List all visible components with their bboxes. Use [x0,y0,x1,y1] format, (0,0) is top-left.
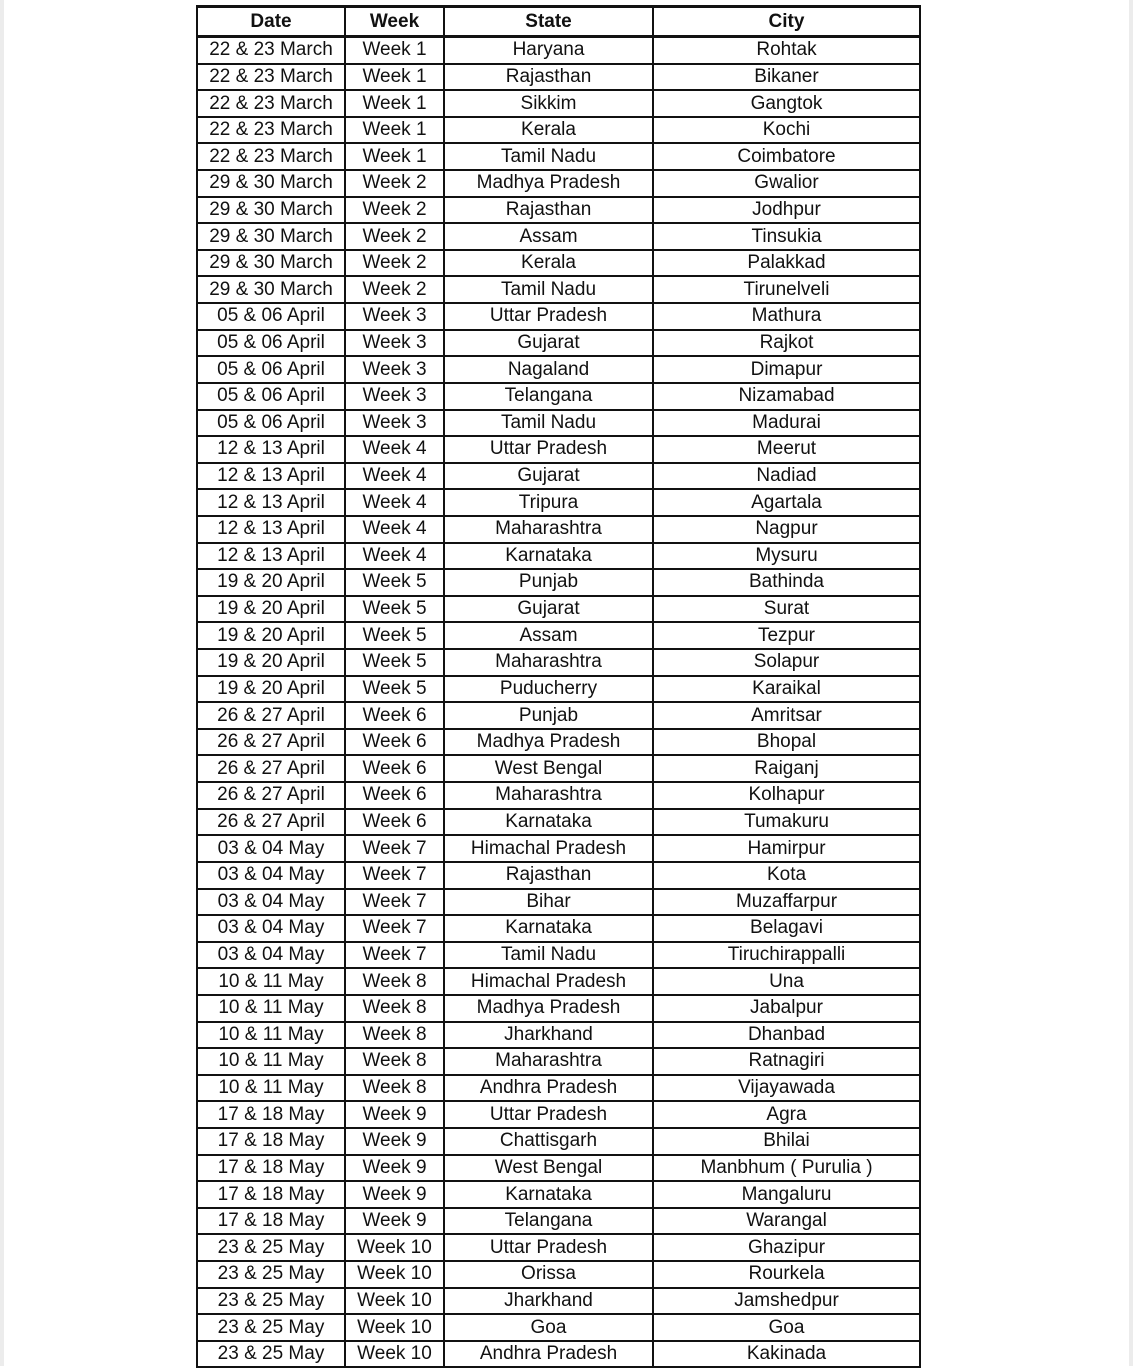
cell-week: Week 10 [345,1234,444,1261]
table-row [197,170,920,197]
cell-date: 23 & 25 May [197,1261,345,1288]
cell-state: Madhya Pradesh [444,170,653,197]
cell-date: 12 & 13 April [197,543,345,570]
cell-week: Week 5 [345,569,444,596]
table-row [197,569,920,596]
cell-city: Vijayawada [653,1075,920,1102]
cell-week: Week 10 [345,1314,444,1341]
cell-city: Nadiad [653,463,920,490]
cell-city: Bhopal [653,729,920,756]
cell-date: 05 & 06 April [197,383,345,410]
header-city: City [653,7,920,37]
table-row [197,1208,920,1235]
cell-date: 23 & 25 May [197,1288,345,1315]
header-week: Week [345,7,444,37]
cell-date: 17 & 18 May [197,1208,345,1235]
table-row [197,968,920,995]
cell-state: Haryana [444,37,653,64]
cell-city: Dhanbad [653,1022,920,1049]
cell-date: 05 & 06 April [197,356,345,383]
cell-date: 22 & 23 March [197,117,345,144]
cell-city: Jodhpur [653,197,920,224]
table-row [197,143,920,170]
cell-state: Maharashtra [444,782,653,809]
header-date: Date [197,7,345,37]
cell-state: West Bengal [444,755,653,782]
cell-city: Dimapur [653,356,920,383]
cell-date: 26 & 27 April [197,729,345,756]
cell-week: Week 9 [345,1208,444,1235]
cell-week: Week 8 [345,995,444,1022]
cell-city: Manbhum ( Purulia ) [653,1155,920,1182]
cell-state: Karnataka [444,809,653,836]
cell-state: Uttar Pradesh [444,1101,653,1128]
cell-week: Week 4 [345,436,444,463]
table-row [197,383,920,410]
table-row [197,702,920,729]
cell-state: Bihar [444,889,653,916]
cell-week: Week 8 [345,1075,444,1102]
cell-state: Rajasthan [444,64,653,91]
cell-city: Tiruchirappalli [653,942,920,969]
cell-city: Agartala [653,489,920,516]
schedule-table [196,5,921,1368]
cell-week: Week 8 [345,1048,444,1075]
cell-week: Week 10 [345,1288,444,1315]
cell-week: Week 5 [345,649,444,676]
cell-week: Week 7 [345,915,444,942]
cell-state: Orissa [444,1261,653,1288]
cell-week: Week 1 [345,117,444,144]
cell-city: Kolhapur [653,782,920,809]
table-row [197,1022,920,1049]
cell-date: 19 & 20 April [197,596,345,623]
cell-date: 26 & 27 April [197,809,345,836]
cell-state: Karnataka [444,1181,653,1208]
cell-date: 19 & 20 April [197,569,345,596]
cell-week: Week 10 [345,1261,444,1288]
cell-date: 10 & 11 May [197,1048,345,1075]
cell-date: 19 & 20 April [197,676,345,703]
cell-date: 12 & 13 April [197,489,345,516]
table-row [197,197,920,224]
cell-date: 03 & 04 May [197,862,345,889]
cell-week: Week 6 [345,755,444,782]
cell-week: Week 2 [345,197,444,224]
cell-date: 19 & 20 April [197,622,345,649]
cell-date: 03 & 04 May [197,889,345,916]
cell-state: Gujarat [444,463,653,490]
cell-week: Week 2 [345,170,444,197]
table-row [197,1075,920,1102]
cell-week: Week 3 [345,383,444,410]
cell-city: Solapur [653,649,920,676]
cell-state: Gujarat [444,330,653,357]
cell-city: Mangaluru [653,1181,920,1208]
cell-city: Rohtak [653,37,920,64]
cell-date: 22 & 23 March [197,90,345,117]
table-row [197,889,920,916]
cell-week: Week 4 [345,463,444,490]
cell-date: 17 & 18 May [197,1181,345,1208]
table-row [197,755,920,782]
cell-city: Tirunelveli [653,276,920,303]
page-edge-left [0,0,4,1366]
table-row [197,223,920,250]
cell-week: Week 7 [345,835,444,862]
cell-date: 22 & 23 March [197,143,345,170]
table-row [197,489,920,516]
cell-state: Karnataka [444,915,653,942]
cell-city: Coimbatore [653,143,920,170]
cell-date: 29 & 30 March [197,276,345,303]
cell-city: Tezpur [653,622,920,649]
cell-date: 10 & 11 May [197,968,345,995]
cell-state: Puducherry [444,676,653,703]
table-row [197,1128,920,1155]
table-row [197,809,920,836]
cell-state: Jharkhand [444,1022,653,1049]
cell-state: Tamil Nadu [444,410,653,437]
table-row [197,330,920,357]
cell-week: Week 5 [345,676,444,703]
cell-city: Rourkela [653,1261,920,1288]
cell-week: Week 8 [345,968,444,995]
cell-city: Bhilai [653,1128,920,1155]
cell-city: Belagavi [653,915,920,942]
cell-city: Palakkad [653,250,920,277]
cell-date: 29 & 30 March [197,170,345,197]
cell-city: Bathinda [653,569,920,596]
table-row [197,676,920,703]
table-row [197,276,920,303]
cell-state: Maharashtra [444,516,653,543]
cell-city: Tinsukia [653,223,920,250]
cell-week: Week 2 [345,250,444,277]
table-row [197,516,920,543]
cell-date: 29 & 30 March [197,197,345,224]
cell-week: Week 2 [345,223,444,250]
cell-week: Week 7 [345,942,444,969]
cell-state: Andhra Pradesh [444,1075,653,1102]
cell-state: Tamil Nadu [444,143,653,170]
cell-city: Ratnagiri [653,1048,920,1075]
cell-state: Jharkhand [444,1288,653,1315]
cell-week: Week 8 [345,1022,444,1049]
table-row [197,356,920,383]
cell-city: Gangtok [653,90,920,117]
cell-date: 17 & 18 May [197,1155,345,1182]
page-edge-right [1129,0,1133,1366]
table-row [197,250,920,277]
cell-week: Week 7 [345,889,444,916]
cell-date: 12 & 13 April [197,436,345,463]
cell-week: Week 10 [345,1341,444,1368]
cell-date: 03 & 04 May [197,915,345,942]
cell-city: Nizamabad [653,383,920,410]
cell-date: 12 & 13 April [197,516,345,543]
table-row [197,596,920,623]
cell-city: Una [653,968,920,995]
cell-week: Week 1 [345,143,444,170]
header-state: State [444,7,653,37]
cell-state: Tripura [444,489,653,516]
table-row [197,64,920,91]
table-row [197,117,920,144]
cell-city: Goa [653,1314,920,1341]
cell-state: Assam [444,223,653,250]
cell-city: Jabalpur [653,995,920,1022]
cell-state: Punjab [444,569,653,596]
cell-date: 12 & 13 April [197,463,345,490]
cell-date: 19 & 20 April [197,649,345,676]
cell-date: 03 & 04 May [197,942,345,969]
table-row [197,915,920,942]
table-row [197,1341,920,1368]
table-row [197,410,920,437]
cell-date: 23 & 25 May [197,1341,345,1368]
table-row [197,862,920,889]
cell-state: Assam [444,622,653,649]
table-row [197,463,920,490]
cell-date: 22 & 23 March [197,37,345,64]
cell-city: Agra [653,1101,920,1128]
cell-date: 10 & 11 May [197,1075,345,1102]
table-header [197,7,920,37]
cell-city: Mathura [653,303,920,330]
table-row [197,543,920,570]
cell-state: Sikkim [444,90,653,117]
cell-week: Week 5 [345,622,444,649]
cell-date: 10 & 11 May [197,995,345,1022]
cell-state: Madhya Pradesh [444,995,653,1022]
cell-city: Meerut [653,436,920,463]
table-row [197,303,920,330]
cell-week: Week 3 [345,410,444,437]
cell-week: Week 9 [345,1155,444,1182]
cell-date: 29 & 30 March [197,223,345,250]
cell-week: Week 2 [345,276,444,303]
cell-state: Maharashtra [444,649,653,676]
table-row [197,942,920,969]
table-row [197,90,920,117]
cell-state: Punjab [444,702,653,729]
table-row [197,1261,920,1288]
cell-week: Week 9 [345,1101,444,1128]
cell-date: 05 & 06 April [197,410,345,437]
cell-week: Week 4 [345,516,444,543]
cell-city: Mysuru [653,543,920,570]
cell-state: Maharashtra [444,1048,653,1075]
cell-state: Tamil Nadu [444,276,653,303]
cell-city: Tumakuru [653,809,920,836]
cell-date: 22 & 23 March [197,64,345,91]
cell-state: Kerala [444,117,653,144]
cell-date: 05 & 06 April [197,330,345,357]
cell-week: Week 6 [345,782,444,809]
cell-date: 10 & 11 May [197,1022,345,1049]
cell-city: Raiganj [653,755,920,782]
table-row [197,1155,920,1182]
table-row [197,622,920,649]
table-body [197,37,920,1368]
cell-week: Week 5 [345,596,444,623]
cell-state: Andhra Pradesh [444,1341,653,1368]
cell-week: Week 9 [345,1128,444,1155]
cell-week: Week 1 [345,37,444,64]
cell-city: Bikaner [653,64,920,91]
table-row [197,729,920,756]
cell-city: Kota [653,862,920,889]
cell-state: Nagaland [444,356,653,383]
cell-state: Tamil Nadu [444,942,653,969]
cell-state: Karnataka [444,543,653,570]
cell-date: 26 & 27 April [197,755,345,782]
cell-city: Kakinada [653,1341,920,1368]
cell-week: Week 4 [345,543,444,570]
table-row [197,1288,920,1315]
cell-city: Warangal [653,1208,920,1235]
cell-week: Week 6 [345,702,444,729]
cell-state: Uttar Pradesh [444,436,653,463]
cell-state: Rajasthan [444,197,653,224]
cell-city: Hamirpur [653,835,920,862]
cell-week: Week 7 [345,862,444,889]
cell-state: Chattisgarh [444,1128,653,1155]
cell-state: Goa [444,1314,653,1341]
table-row [197,1234,920,1261]
cell-state: Madhya Pradesh [444,729,653,756]
cell-week: Week 1 [345,64,444,91]
cell-date: 26 & 27 April [197,782,345,809]
cell-state: Gujarat [444,596,653,623]
table-row [197,1314,920,1341]
table-row [197,37,920,64]
cell-city: Rajkot [653,330,920,357]
cell-date: 23 & 25 May [197,1314,345,1341]
cell-week: Week 3 [345,356,444,383]
cell-date: 29 & 30 March [197,250,345,277]
cell-city: Surat [653,596,920,623]
table-row [197,995,920,1022]
cell-date: 05 & 06 April [197,303,345,330]
cell-state: Uttar Pradesh [444,1234,653,1261]
cell-city: Karaikal [653,676,920,703]
cell-city: Gwalior [653,170,920,197]
cell-city: Muzaffarpur [653,889,920,916]
cell-state: Rajasthan [444,862,653,889]
cell-week: Week 9 [345,1181,444,1208]
table-row [197,649,920,676]
cell-date: 23 & 25 May [197,1234,345,1261]
cell-date: 17 & 18 May [197,1128,345,1155]
cell-week: Week 3 [345,303,444,330]
cell-date: 17 & 18 May [197,1101,345,1128]
cell-city: Ghazipur [653,1234,920,1261]
cell-date: 03 & 04 May [197,835,345,862]
cell-city: Nagpur [653,516,920,543]
table-row [197,782,920,809]
table-row [197,1101,920,1128]
cell-state: Himachal Pradesh [444,835,653,862]
cell-state: Kerala [444,250,653,277]
table-row [197,1181,920,1208]
cell-city: Jamshedpur [653,1288,920,1315]
cell-state: Telangana [444,1208,653,1235]
cell-city: Kochi [653,117,920,144]
table-row [197,436,920,463]
cell-week: Week 6 [345,809,444,836]
header-row [197,7,920,37]
cell-city: Amritsar [653,702,920,729]
cell-state: Telangana [444,383,653,410]
cell-week: Week 4 [345,489,444,516]
cell-week: Week 1 [345,90,444,117]
cell-city: Madurai [653,410,920,437]
cell-state: West Bengal [444,1155,653,1182]
table-row [197,835,920,862]
cell-state: Himachal Pradesh [444,968,653,995]
cell-state: Uttar Pradesh [444,303,653,330]
cell-date: 26 & 27 April [197,702,345,729]
cell-week: Week 3 [345,330,444,357]
cell-week: Week 6 [345,729,444,756]
table-row [197,1048,920,1075]
